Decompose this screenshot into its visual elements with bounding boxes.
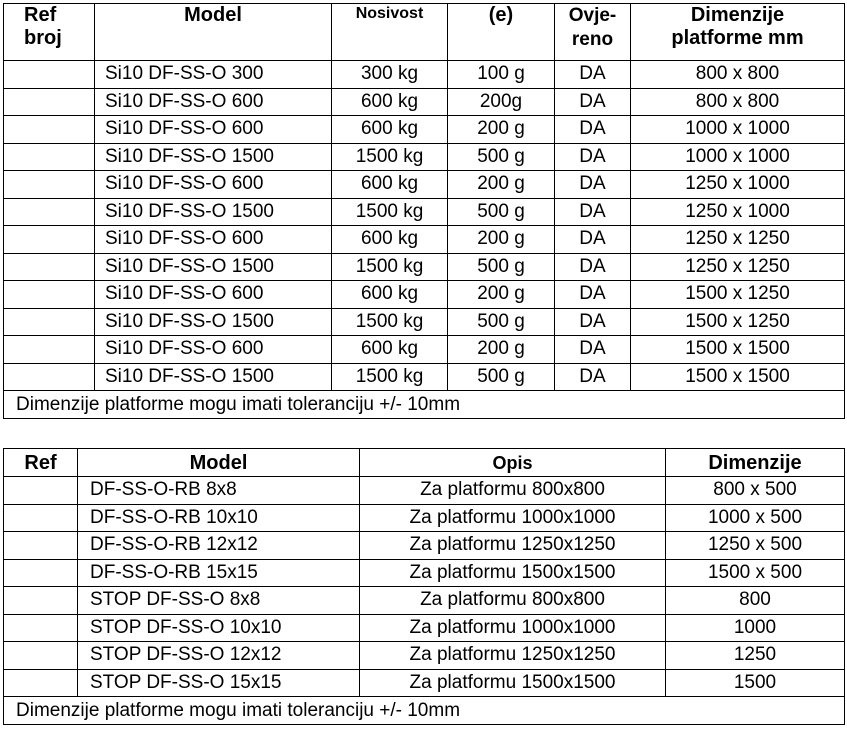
model-cell: Si10 DF-SS-O 600 [95, 281, 332, 309]
model-cell: Si10 DF-SS-O 600 [95, 88, 332, 116]
division-cell: 200 g [448, 116, 555, 144]
model-cell: Si10 DF-SS-O 600 [95, 336, 332, 364]
ref-cell [4, 116, 95, 144]
table-row [4, 614, 845, 642]
verified-cell: DA [555, 363, 631, 391]
ref-cell [4, 642, 78, 670]
ref-cell [4, 559, 78, 587]
table-row [4, 642, 845, 670]
table-row [4, 143, 845, 171]
col-header-ref: Ref broj [4, 4, 95, 61]
table-row [4, 281, 845, 309]
model-cell: DF-SS-O-RB 10x10 [78, 504, 360, 532]
verified-cell: DA [555, 143, 631, 171]
model-cell: Si10 DF-SS-O 600 [95, 226, 332, 254]
division-cell: 500 g [448, 198, 555, 226]
dimensions-cell: 1000 [666, 614, 845, 642]
ref-cell [4, 253, 95, 281]
col-header-opis: Opis [360, 449, 666, 477]
division-cell: 200g [448, 88, 555, 116]
dimensions-cell: 1500 x 1250 [631, 308, 845, 336]
model-cell: Si10 DF-SS-O 300 [95, 61, 332, 89]
capacity-cell: 1500 kg [332, 308, 448, 336]
dimensions-cell: 1000 x 1000 [631, 116, 845, 144]
table-row [4, 198, 845, 226]
model-cell: Si10 DF-SS-O 1500 [95, 198, 332, 226]
table-row [4, 171, 845, 199]
table-row [4, 116, 845, 144]
dimensions-cell: 1500 x 1250 [631, 281, 845, 309]
description-cell: Za platformu 1000x1000 [360, 614, 666, 642]
verified-cell: DA [555, 281, 631, 309]
description-cell: Za platformu 1500x1500 [360, 559, 666, 587]
tolerance-note: Dimenzije platforme mogu imati toleranciju +/- 10mm [4, 697, 845, 725]
col-header-dimenzije: Dimenzije [666, 449, 845, 477]
dimensions-cell: 800 [666, 587, 845, 615]
col-header-model: Model [78, 449, 360, 477]
capacity-cell: 1500 kg [332, 253, 448, 281]
table-row [4, 363, 845, 391]
model-cell: STOP DF-SS-O 12x12 [78, 642, 360, 670]
capacity-cell: 600 kg [332, 226, 448, 254]
capacity-cell: 300 kg [332, 61, 448, 89]
ref-cell [4, 336, 95, 364]
table-row [4, 308, 845, 336]
dimensions-cell: 1250 x 1250 [631, 253, 845, 281]
ref-cell [4, 587, 78, 615]
platform-scales-table [3, 3, 845, 419]
dimensions-cell: 800 x 800 [631, 61, 845, 89]
ref-cell [4, 171, 95, 199]
table-row [4, 477, 845, 505]
ref-cell [4, 88, 95, 116]
capacity-cell: 600 kg [332, 281, 448, 309]
verified-cell: DA [555, 226, 631, 254]
dimensions-cell: 1500 [666, 669, 845, 697]
dimensions-cell: 1500 x 1500 [631, 363, 845, 391]
col-header-ovjereno: Ovje- reno [555, 4, 631, 61]
verified-cell: DA [555, 171, 631, 199]
ref-cell [4, 532, 78, 560]
division-cell: 100 g [448, 61, 555, 89]
dimensions-cell: 1500 x 1500 [631, 336, 845, 364]
description-cell: Za platformu 800x800 [360, 587, 666, 615]
table-row [4, 253, 845, 281]
accessories-table [3, 448, 845, 725]
model-cell: DF-SS-O-RB 12x12 [78, 532, 360, 560]
dimensions-cell: 1250 x 500 [666, 532, 845, 560]
verified-cell: DA [555, 253, 631, 281]
ref-cell [4, 363, 95, 391]
description-cell: Za platformu 1250x1250 [360, 642, 666, 670]
dimensions-cell: 1250 x 1000 [631, 198, 845, 226]
table-row [4, 61, 845, 89]
dimensions-cell: 1000 x 1000 [631, 143, 845, 171]
dimensions-cell: 800 x 800 [631, 88, 845, 116]
capacity-cell: 600 kg [332, 116, 448, 144]
table-row [4, 336, 845, 364]
col-header-dimenzije: Dimenzije platforme mm [631, 4, 845, 61]
division-cell: 200 g [448, 336, 555, 364]
verified-cell: DA [555, 198, 631, 226]
model-cell: STOP DF-SS-O 15x15 [78, 669, 360, 697]
dimensions-cell: 1250 x 1000 [631, 171, 845, 199]
col-header-e: (e) [448, 4, 555, 61]
division-cell: 500 g [448, 253, 555, 281]
model-cell: Si10 DF-SS-O 1500 [95, 253, 332, 281]
model-cell: DF-SS-O-RB 8x8 [78, 477, 360, 505]
division-cell: 200 g [448, 171, 555, 199]
table-row [4, 587, 845, 615]
ref-cell [4, 308, 95, 336]
ref-cell [4, 143, 95, 171]
capacity-cell: 1500 kg [332, 198, 448, 226]
model-cell: STOP DF-SS-O 10x10 [78, 614, 360, 642]
description-cell: Za platformu 1250x1250 [360, 532, 666, 560]
table-row [4, 226, 845, 254]
table-row [4, 669, 845, 697]
col-header-ref: Ref [4, 449, 78, 477]
ref-cell [4, 614, 78, 642]
capacity-cell: 1500 kg [332, 143, 448, 171]
table-header-row [4, 4, 845, 61]
capacity-cell: 600 kg [332, 88, 448, 116]
table-row [4, 504, 845, 532]
verified-cell: DA [555, 116, 631, 144]
ref-cell [4, 226, 95, 254]
division-cell: 500 g [448, 363, 555, 391]
ref-cell [4, 281, 95, 309]
dimensions-cell: 800 x 500 [666, 477, 845, 505]
table-header-row [4, 449, 845, 477]
division-cell: 500 g [448, 143, 555, 171]
description-cell: Za platformu 1500x1500 [360, 669, 666, 697]
table-row [4, 532, 845, 560]
verified-cell: DA [555, 61, 631, 89]
model-cell: Si10 DF-SS-O 1500 [95, 308, 332, 336]
ref-cell [4, 61, 95, 89]
ref-cell [4, 198, 95, 226]
verified-cell: DA [555, 336, 631, 364]
model-cell: Si10 DF-SS-O 600 [95, 116, 332, 144]
verified-cell: DA [555, 88, 631, 116]
description-cell: Za platformu 800x800 [360, 477, 666, 505]
ref-cell [4, 504, 78, 532]
model-cell: Si10 DF-SS-O 600 [95, 171, 332, 199]
verified-cell: DA [555, 308, 631, 336]
capacity-cell: 600 kg [332, 336, 448, 364]
model-cell: DF-SS-O-RB 15x15 [78, 559, 360, 587]
dimensions-cell: 1250 [666, 642, 845, 670]
dimensions-cell: 1500 x 500 [666, 559, 845, 587]
table-row [4, 559, 845, 587]
capacity-cell: 1500 kg [332, 363, 448, 391]
model-cell: Si10 DF-SS-O 1500 [95, 363, 332, 391]
dimensions-cell: 1000 x 500 [666, 504, 845, 532]
tolerance-note: Dimenzije platforme mogu imati toleranciju +/- 10mm [4, 391, 845, 419]
description-cell: Za platformu 1000x1000 [360, 504, 666, 532]
model-cell: Si10 DF-SS-O 1500 [95, 143, 332, 171]
division-cell: 500 g [448, 308, 555, 336]
division-cell: 200 g [448, 226, 555, 254]
ref-cell [4, 669, 78, 697]
col-header-nosivost: Nosivost [332, 4, 448, 61]
dimensions-cell: 1250 x 1250 [631, 226, 845, 254]
capacity-cell: 600 kg [332, 171, 448, 199]
col-header-model: Model [95, 4, 332, 61]
division-cell: 200 g [448, 281, 555, 309]
ref-cell [4, 477, 78, 505]
model-cell: STOP DF-SS-O 8x8 [78, 587, 360, 615]
table-row [4, 88, 845, 116]
